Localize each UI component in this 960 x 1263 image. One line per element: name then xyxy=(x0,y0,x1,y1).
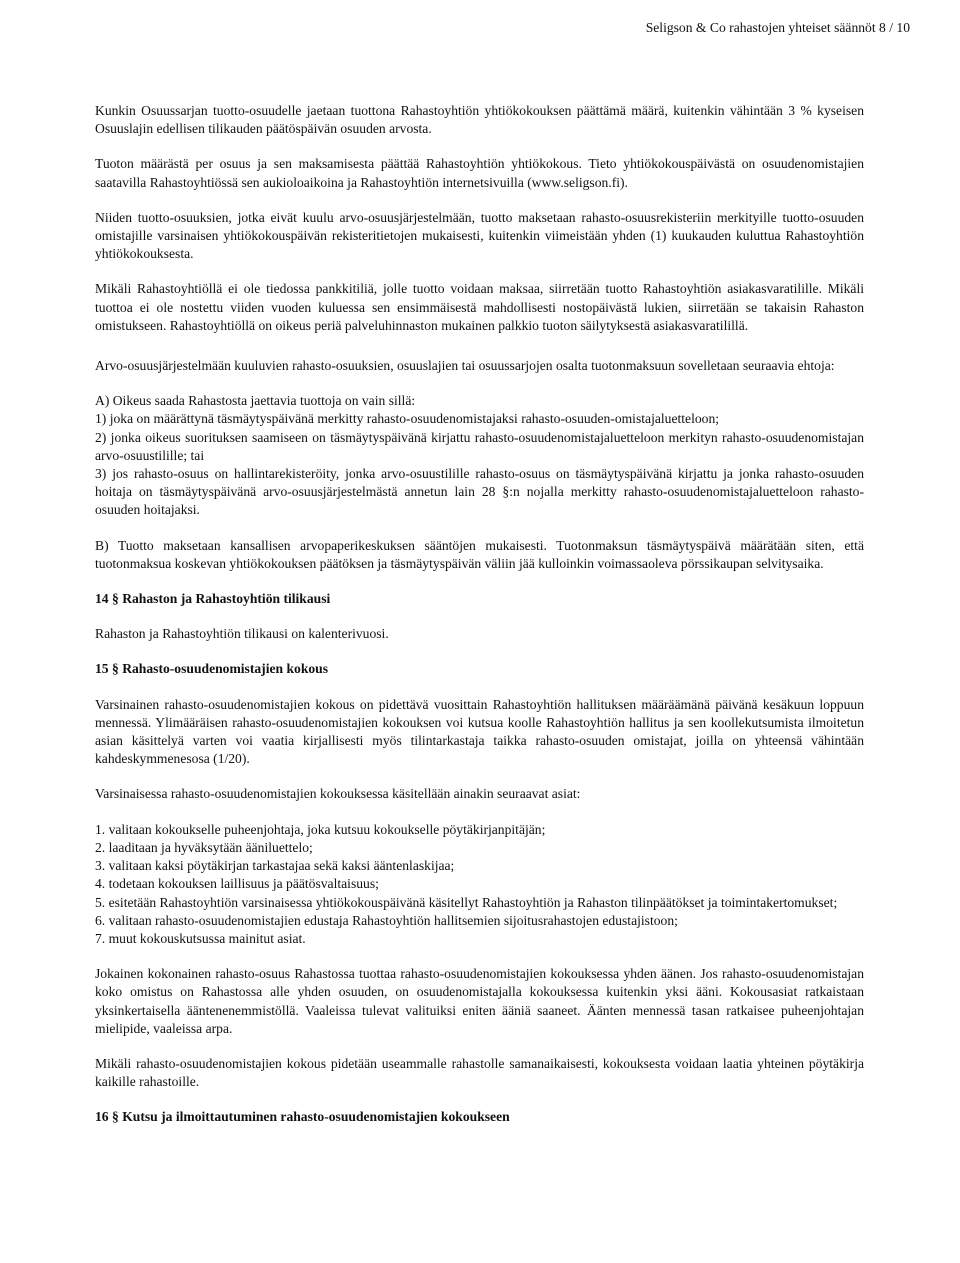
list-item: 6. valitaan rahasto-osuudenomistajien edustaja Rahastoyhtiön hallitsemien sijoitusrahastojen edustajistoon; xyxy=(95,912,678,928)
paragraph-dividend-amount: Kunkin Osuussarjan tuotto-osuudelle jaetaan tuottona Rahastoyhtiön yhtiökokouksen päättämä määrä, kuitenkin vähintään 3 % kyseisen Osuuslajin edellisen tilikauden päätöspäivän osuuden arvosta. xyxy=(95,103,864,137)
list-item: 3. valitaan kaksi pöytäkirjan tarkastajaa sekä kaksi ääntenlaskijaa; xyxy=(95,858,455,874)
paragraph-meeting: Varsinainen rahasto-osuudenomistajien kokous on pidettävä vuosittain Rahastoyhtiön hallituksen määräämänä päivänä kesäkuun loppuun mennessä. Ylimääräisen rahasto-osuudenomistajien kokouksen voi kutsua koolle Rahastoyhtiön hallitus ja sen koollekutsumista ilmoitetun asian käsittelyä varten voi vaatia kirjallisesti myös tilintarkastaja taikka rahasto-osuuden omistajat, joilla on yhteensä vähintään kahdeskymmenesosa (1/20). xyxy=(95,696,864,767)
list-item: 1) joka on määrättynä täsmäytyspäivänä merkitty rahasto-osuudenomistajaksi rahasto-osuuden-omistajaluetteloon; xyxy=(95,411,720,427)
page-header: Seligson & Co rahastojen yhteiset säännöt 8 / 10 xyxy=(645,20,910,35)
paragraph-payment-rules: B) Tuotto maksetaan kansallisen arvopaperikeskuksen sääntöjen mukaisesti. Tuotonmaksun täsmäytyspäivä määrätään siten, että tuotonmaksua koskevan yhtiökokouksen päätöksen ja täsmäytyspäivän väliin jää kulloinkin voimassaoleva pörssikaupan selvitysaika. xyxy=(95,537,864,571)
list-item: 2. laaditaan ja hyväksytään ääniluettelo; xyxy=(95,839,313,855)
terms-list-a xyxy=(95,392,864,519)
paragraph-text: Tuoton määrästä per osuus ja sen maksamisesta päättää Rahastoyhtiön yhtiökokous. Tieto yhtiökokouspäivästä on osuudenomistajien saatavilla Rahastoyhtiössä sen aukioloaikoina ja Rahastoyhtiön internetsivuilla ( xyxy=(95,156,864,190)
list-item: 5. esitetään Rahastoyhtiön varsinaisessa yhtiökokouspäivänä käsitellyt Rahastoyhtiön ja Rahaston tilinpäätökset ja toimintakertomukset; xyxy=(95,894,838,910)
paragraph-text: ). xyxy=(620,174,628,190)
paragraph-financial-year: Rahaston ja Rahastoyhtiön tilikausi on kalenterivuosi. xyxy=(95,626,389,642)
paragraph-book-entry-terms: Arvo-osuusjärjestelmään kuuluvien rahasto-osuuksien, osuuslajien tai osuussarjojen osalta tuotonmaksuun sovelletaan seuraavia ehtoja: xyxy=(95,358,835,374)
paragraph-voting: Jokainen kokonainen rahasto-osuus Rahastossa tuottaa rahasto-osuudenomistajien kokouksessa yhden äänen. Jos rahasto-osuudenomistajan koko omistus on Rahastossa alle yhden osuuden, on osuudenomistajalla kokouksessa kuitenkin yksi ääni. Kokousasiat ratkaistaan yksinkertaisella ääntenenemmistöllä. Vaaleissa tulevat valituiksi eniten ääniä saaneet. Äänten mennessä tasan ratkaisee puheenjohtajan mielipide, vaaleissa arpa. xyxy=(95,966,864,1036)
list-intro: A) Oikeus saada Rahastosta jaettavia tuottoja on vain sillä: xyxy=(95,393,416,409)
list-item: 3) jos rahasto-osuus on hallintarekisteröity, jonka arvo-osuustilille rahasto-osuus on täsmäytyspäivänä kirjattu ja jonka rahasto-osuuden hoitaja on täsmäytyspäivänä arvo-osuusjärjestelmästä annetun lain 28 §:n nojalla merkitty rahasto-osuudenomistajaluetteloon rahasto-osuuden hoitajaksi. xyxy=(95,466,864,518)
paragraph-joint-minutes: Mikäli rahasto-osuudenomistajien kokous pidetään useammalle rahastolle samanaikaisesti, kokouksesta voidaan laatia yhteinen pöytäkirja kaikille rahastoille. xyxy=(95,1055,864,1090)
paragraph-bank-account: Mikäli Rahastoyhtiöllä ei ole tiedossa pankkitiliä, jolle tuotto voidaan maksaa, siirretään tuotto Rahastoyhtiön asiakasvaratilille. Mikäli tuottoa ei ole nostettu viiden vuoden kuluessa sen ensimmäisestä mahdollisesti nostopäivästä lukien, siirretään se takaisin Rahaston omistukseen. Rahastoyhtiöllä on oikeus periä palveluhinnaston mukainen palkkio tuoton säilytyksestä asiakasvaratilillä. xyxy=(95,281,864,333)
section-heading-15: 15 § Rahasto-osuudenomistajien kokous xyxy=(95,661,329,677)
list-item: 2) jonka oikeus suorituksen saamiseen on täsmäytyspäivänä kirjattu rahasto-osuudenomistajaluetteloon merkityn rahasto-osuudenomistajan arvo-osuustilille; tai xyxy=(95,429,864,463)
paragraph-non-book-entry: Niiden tuotto-osuuksien, jotka eivät kuulu arvo-osuusjärjestelmään, tuotto maksetaan rahasto-osuusrekisteriin merkityille tuotto-osuuden omistajille varsinaisen yhtiökokouspäivän rekisteritietojen mukaisesti, kuitenkin viimeistään yhden (1) kuukauden kuluttua Rahastoyhtiön yhtiökokouksesta. xyxy=(95,209,864,262)
paragraph-dividend-decision xyxy=(95,155,864,191)
paragraph-agenda-intro: Varsinaisessa rahasto-osuudenomistajien kokouksessa käsitellään ainakin seuraavat asiat: xyxy=(95,786,581,802)
website-link[interactable]: www.seligson.fi xyxy=(531,174,621,190)
document-body xyxy=(95,102,864,1144)
section-heading-16: 16 § Kutsu ja ilmoittautuminen rahasto-osuudenomistajien kokoukseen xyxy=(95,1109,510,1125)
list-item: 7. muut kokouskutsussa mainitut asiat. xyxy=(95,930,306,946)
list-item: 4. todetaan kokouksen laillisuus ja päätösvaltaisuus; xyxy=(95,876,379,892)
list-item: 1. valitaan kokoukselle puheenjohtaja, joka kutsuu kokoukselle pöytäkirjanpitäjän; xyxy=(95,821,546,837)
agenda-list xyxy=(95,821,864,948)
section-heading-14: 14 § Rahaston ja Rahastoyhtiön tilikausi xyxy=(95,591,331,607)
